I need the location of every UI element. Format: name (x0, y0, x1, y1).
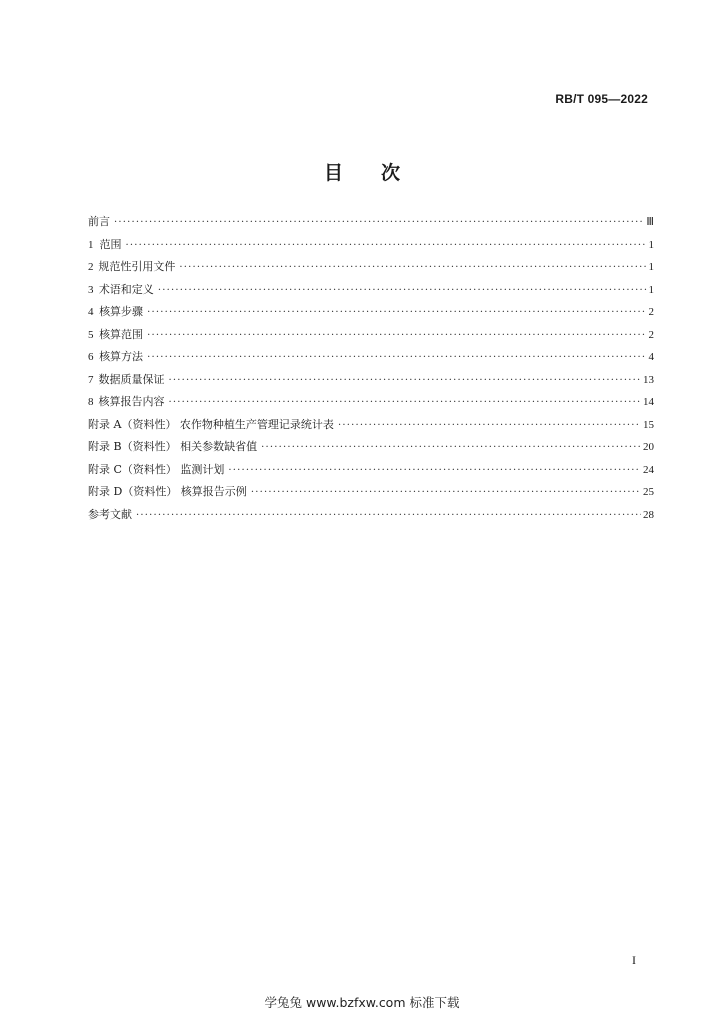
toc-entry-page: 4 (648, 351, 654, 363)
toc-entry-page: 1 (648, 283, 654, 296)
toc-entry-appendix-d[interactable] (88, 483, 654, 506)
toc-entry-label: 附录 A（资料性） 农作物种植生产管理记录统计表 (88, 417, 334, 431)
standard-code: RB/T 095—2022 (555, 92, 648, 106)
page-number: I (632, 953, 636, 967)
toc-entry-terms-definitions[interactable] (88, 281, 654, 304)
toc-entry-page: 25 (643, 486, 654, 498)
toc-entry-page: 2 (648, 306, 654, 318)
toc-entry-label: 参考文献 (88, 507, 132, 521)
toc-entry-appendix-b[interactable] (88, 438, 654, 461)
toc-leader-dots (158, 285, 647, 296)
toc-leader-dots (168, 375, 641, 386)
toc-list (88, 213, 654, 528)
toc-entry-label: 核算报告内容 (98, 395, 165, 408)
toc-entry-scope[interactable] (88, 236, 654, 259)
toc-entry-label: 规范性引用文件 (98, 260, 176, 273)
toc-entry-label: 附录 D（资料性） 核算报告示例 (88, 485, 247, 498)
toc-entry-accounting-steps[interactable] (88, 303, 654, 326)
toc-entry-number: 7 (88, 373, 94, 386)
toc-entry-page: 15 (643, 418, 654, 431)
toc-entry-accounting-methods[interactable] (88, 348, 654, 371)
toc-entry-number: 2 (88, 261, 94, 273)
toc-entry-label: 核算步骤 (99, 305, 144, 318)
toc-entry-page: 1 (648, 261, 654, 273)
toc-entry-label: 核算方法 (99, 350, 144, 363)
toc-entry-number: 6 (88, 351, 94, 363)
toc-entry-appendix-c[interactable] (88, 461, 654, 484)
toc-entry-page: 1 (648, 238, 654, 251)
toc-entry-page: 24 (643, 463, 654, 476)
toc-entry-label: 术语和定义 (98, 282, 154, 296)
toc-entry-foreword[interactable] (88, 213, 654, 236)
toc-leader-dots (147, 352, 646, 363)
toc-entry-page: 20 (643, 441, 654, 453)
toc-entry-number: 5 (88, 328, 94, 341)
toc-entry-label: 前言 (88, 215, 110, 228)
footer-watermark: 学兔兔 www.bzfxw.com 标准下载 (264, 995, 460, 1010)
toc-entry-number: 3 (88, 283, 94, 296)
toc-leader-dots (147, 330, 646, 341)
toc-entry-label: 范围 (99, 237, 122, 251)
toc-entry-label: 核算范围 (99, 327, 144, 341)
toc-entry-appendix-a[interactable] (88, 416, 654, 439)
toc-title-left: 目 (323, 162, 343, 184)
toc-entry-report-content[interactable] (88, 393, 654, 416)
toc-entry-bibliography[interactable] (88, 506, 654, 529)
toc-entry-number: 8 (88, 396, 94, 408)
toc-leader-dots (179, 262, 646, 273)
toc-leader-dots (136, 510, 641, 521)
toc-entry-label: 附录 C（资料性） 监测计划 (88, 462, 225, 476)
toc-leader-dots (147, 307, 646, 318)
toc-leader-dots (114, 217, 644, 228)
toc-entry-accounting-scope[interactable] (88, 326, 654, 349)
toc-leader-dots (251, 487, 641, 498)
toc-entry-number: 1 (88, 238, 94, 251)
toc-title-right: 次 (381, 162, 401, 184)
toc-leader-dots (168, 397, 641, 408)
toc-entry-page: 28 (643, 508, 654, 521)
toc-entry-label: 数据质量保证 (98, 372, 165, 386)
toc-entry-normative-references[interactable] (88, 258, 654, 281)
toc-leader-dots (261, 442, 641, 453)
toc-entry-data-quality[interactable] (88, 371, 654, 394)
toc-entry-page: 13 (643, 373, 654, 386)
toc-leader-dots (126, 240, 647, 251)
toc-entry-label: 附录 B（资料性） 相关参数缺省值 (88, 440, 258, 453)
toc-entry-page: 14 (643, 396, 654, 408)
toc-title (0, 158, 724, 185)
toc-leader-dots (338, 420, 641, 431)
toc-entry-number: 4 (88, 306, 94, 318)
toc-entry-page: 2 (648, 328, 654, 341)
toc-leader-dots (228, 465, 641, 476)
toc-entry-page: Ⅲ (646, 216, 654, 228)
